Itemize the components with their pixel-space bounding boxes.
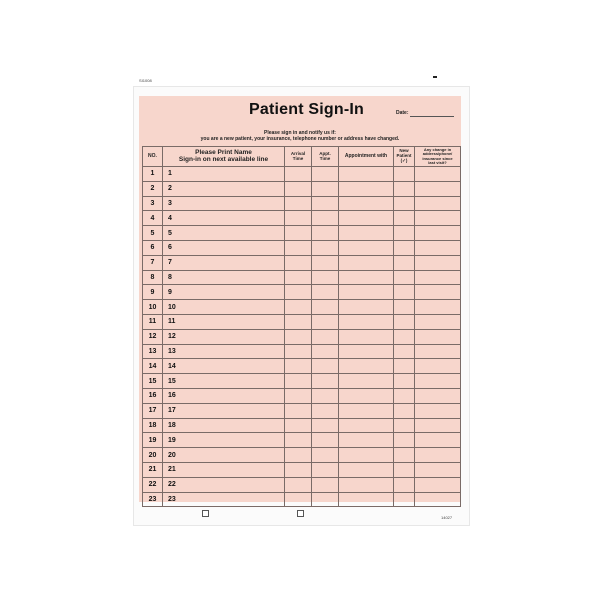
name-cell[interactable]: 11 <box>163 314 285 329</box>
appointment-with-cell[interactable] <box>339 226 394 241</box>
checkbox-right[interactable] <box>297 510 304 517</box>
name-cell[interactable]: 17 <box>163 403 285 418</box>
any-change-cell[interactable] <box>415 462 461 477</box>
instruction-line-2: you are a new patient, your insurance, telephone number or address have changed. <box>200 136 400 142</box>
table-row <box>143 359 461 374</box>
new-patient-cell[interactable] <box>394 492 415 507</box>
arrival-time-cell[interactable] <box>285 300 312 315</box>
appt-time-cell[interactable] <box>312 433 339 448</box>
new-patient-cell[interactable] <box>394 359 415 374</box>
table-row <box>143 285 461 300</box>
table-row <box>143 226 461 241</box>
arrival-time-cell[interactable] <box>285 492 312 507</box>
name-cell[interactable]: 21 <box>163 462 285 477</box>
any-change-cell[interactable] <box>415 492 461 507</box>
col-header-appointment-with: Appointment with <box>339 147 394 167</box>
col-header-change-line1: Any change in <box>423 147 452 153</box>
any-change-cell[interactable] <box>415 211 461 226</box>
name-cell[interactable]: 3 <box>163 196 285 211</box>
any-change-cell[interactable] <box>415 167 461 182</box>
new-patient-cell[interactable] <box>394 300 415 315</box>
row-number: 23 <box>143 492 163 507</box>
row-number: 18 <box>143 418 163 433</box>
table-row <box>143 403 461 418</box>
col-header-new-line3: (✓) <box>400 157 408 163</box>
col-header-new-line1: New <box>399 148 409 154</box>
new-patient-cell[interactable] <box>394 255 415 270</box>
name-cell[interactable]: 10 <box>163 300 285 315</box>
appointment-with-cell[interactable] <box>339 300 394 315</box>
name-cell[interactable]: 9 <box>163 285 285 300</box>
col-header-arrival <box>285 147 312 167</box>
appointment-with-cell[interactable] <box>339 359 394 374</box>
appt-time-cell[interactable] <box>312 196 339 211</box>
footer-code: 14027 <box>441 515 453 520</box>
new-patient-cell[interactable] <box>394 211 415 226</box>
row-number: 4 <box>143 211 163 226</box>
any-change-cell[interactable] <box>415 255 461 270</box>
any-change-cell[interactable] <box>415 181 461 196</box>
name-cell[interactable]: 12 <box>163 329 285 344</box>
arrival-time-cell[interactable] <box>285 359 312 374</box>
name-cell[interactable]: 20 <box>163 448 285 463</box>
row-number: 9 <box>143 285 163 300</box>
arrival-time-cell[interactable] <box>285 344 312 359</box>
any-change-cell[interactable] <box>415 300 461 315</box>
col-header-new-line2: Patient <box>396 153 412 159</box>
new-patient-cell[interactable] <box>394 240 415 255</box>
appointment-with-cell[interactable] <box>339 433 394 448</box>
new-patient-cell[interactable] <box>394 270 415 285</box>
arrival-time-cell[interactable] <box>285 462 312 477</box>
arrival-time-cell[interactable] <box>285 477 312 492</box>
new-patient-cell[interactable] <box>394 181 415 196</box>
appt-time-cell[interactable] <box>312 270 339 285</box>
row-number: 11 <box>143 314 163 329</box>
any-change-cell[interactable] <box>415 388 461 403</box>
appointment-with-cell[interactable] <box>339 196 394 211</box>
appointment-with-cell[interactable] <box>339 255 394 270</box>
appointment-with-cell[interactable] <box>339 388 394 403</box>
sign-in-table <box>142 146 461 507</box>
row-number: 7 <box>143 255 163 270</box>
table-row <box>143 418 461 433</box>
any-change-cell[interactable] <box>415 403 461 418</box>
table-row <box>143 270 461 285</box>
instruction-line-1: Please sign in and notify us if: <box>264 130 336 136</box>
arrival-time-cell[interactable] <box>285 211 312 226</box>
arrival-time-cell[interactable] <box>285 167 312 182</box>
name-cell[interactable]: 1 <box>163 167 285 182</box>
new-patient-cell[interactable] <box>394 167 415 182</box>
date-field-line[interactable] <box>410 116 454 117</box>
name-cell[interactable]: 15 <box>163 374 285 389</box>
name-cell[interactable]: 8 <box>163 270 285 285</box>
col-header-appt-line1: Appt. <box>319 150 331 156</box>
arrival-time-cell[interactable] <box>285 240 312 255</box>
name-cell[interactable]: 4 <box>163 211 285 226</box>
appointment-with-cell[interactable] <box>339 314 394 329</box>
appt-time-cell[interactable] <box>312 418 339 433</box>
row-number: 19 <box>143 433 163 448</box>
arrival-time-cell[interactable] <box>285 255 312 270</box>
table-row <box>143 492 461 507</box>
table-row <box>143 433 461 448</box>
appointment-with-cell[interactable] <box>339 211 394 226</box>
row-number: 10 <box>143 300 163 315</box>
new-patient-cell[interactable] <box>394 314 415 329</box>
table-row <box>143 344 461 359</box>
table-row <box>143 255 461 270</box>
row-number: 13 <box>143 344 163 359</box>
appointment-with-cell[interactable] <box>339 492 394 507</box>
appt-time-cell[interactable] <box>312 448 339 463</box>
name-cell[interactable]: 16 <box>163 388 285 403</box>
col-header-new-patient <box>394 147 415 167</box>
table-row <box>143 196 461 211</box>
appointment-with-cell[interactable] <box>339 344 394 359</box>
appointment-with-cell[interactable] <box>339 270 394 285</box>
row-number: 1 <box>143 167 163 182</box>
row-number: 22 <box>143 477 163 492</box>
col-header-arrival-line1: Arrival <box>290 150 306 156</box>
appt-time-cell[interactable] <box>312 462 339 477</box>
any-change-cell[interactable] <box>415 359 461 374</box>
col-header-name <box>163 147 285 167</box>
appointment-with-cell[interactable] <box>339 285 394 300</box>
row-number: 6 <box>143 240 163 255</box>
appointment-with-cell[interactable] <box>339 448 394 463</box>
any-change-cell[interactable] <box>415 418 461 433</box>
page-title: Patient Sign-In <box>249 101 364 118</box>
row-number: 16 <box>143 388 163 403</box>
col-header-change-line3: insurance since <box>422 155 453 161</box>
arrival-time-cell[interactable] <box>285 196 312 211</box>
any-change-cell[interactable] <box>415 314 461 329</box>
appt-time-cell[interactable] <box>312 329 339 344</box>
date-label: Date: <box>396 110 409 116</box>
row-number: 14 <box>143 359 163 374</box>
appt-time-cell[interactable] <box>312 167 339 182</box>
new-patient-cell[interactable] <box>394 388 415 403</box>
arrival-time-cell[interactable] <box>285 226 312 241</box>
table-row <box>143 181 461 196</box>
new-patient-cell[interactable] <box>394 285 415 300</box>
any-change-cell[interactable] <box>415 270 461 285</box>
appt-time-cell[interactable] <box>312 285 339 300</box>
name-cell[interactable]: 18 <box>163 418 285 433</box>
appointment-with-cell[interactable] <box>339 374 394 389</box>
any-change-cell[interactable] <box>415 433 461 448</box>
arrival-time-cell[interactable] <box>285 285 312 300</box>
row-number: 3 <box>143 196 163 211</box>
appt-time-cell[interactable] <box>312 300 339 315</box>
new-patient-cell[interactable] <box>394 374 415 389</box>
new-patient-cell[interactable] <box>394 433 415 448</box>
table-row <box>143 388 461 403</box>
new-patient-cell[interactable] <box>394 344 415 359</box>
table-row <box>143 167 461 182</box>
arrival-time-cell[interactable] <box>285 374 312 389</box>
row-number: 8 <box>143 270 163 285</box>
col-header-no: NO. <box>143 147 163 167</box>
name-cell[interactable]: 2 <box>163 181 285 196</box>
arrival-time-cell[interactable] <box>285 270 312 285</box>
name-cell[interactable]: 23 <box>163 492 285 507</box>
arrival-time-cell[interactable] <box>285 403 312 418</box>
new-patient-cell[interactable] <box>394 418 415 433</box>
checkbox-left[interactable] <box>202 510 209 517</box>
table-body <box>143 167 461 507</box>
row-number: 15 <box>143 374 163 389</box>
arrival-time-cell[interactable] <box>285 418 312 433</box>
arrival-time-cell[interactable] <box>285 433 312 448</box>
name-cell[interactable]: 14 <box>163 359 285 374</box>
arrival-time-cell[interactable] <box>285 181 312 196</box>
appointment-with-cell[interactable] <box>339 181 394 196</box>
table-row <box>143 462 461 477</box>
new-patient-cell[interactable] <box>394 196 415 211</box>
appt-time-cell[interactable] <box>312 359 339 374</box>
arrival-time-cell[interactable] <box>285 329 312 344</box>
appointment-with-cell[interactable] <box>339 329 394 344</box>
row-number: 12 <box>143 329 163 344</box>
new-patient-cell[interactable] <box>394 448 415 463</box>
any-change-cell[interactable] <box>415 477 461 492</box>
name-cell[interactable]: 22 <box>163 477 285 492</box>
any-change-cell[interactable] <box>415 329 461 344</box>
name-cell[interactable]: 13 <box>163 344 285 359</box>
table-row <box>143 448 461 463</box>
row-number: 20 <box>143 448 163 463</box>
any-change-cell[interactable] <box>415 285 461 300</box>
appt-time-cell[interactable] <box>312 255 339 270</box>
col-header-appt <box>312 147 339 167</box>
arrival-time-cell[interactable] <box>285 388 312 403</box>
new-patient-cell[interactable] <box>394 226 415 241</box>
appt-time-cell[interactable] <box>312 492 339 507</box>
appointment-with-cell[interactable] <box>339 240 394 255</box>
table-row <box>143 211 461 226</box>
table-row <box>143 240 461 255</box>
appt-time-cell[interactable] <box>312 226 339 241</box>
new-patient-cell[interactable] <box>394 329 415 344</box>
appointment-with-cell[interactable] <box>339 462 394 477</box>
new-patient-cell[interactable] <box>394 403 415 418</box>
corner-mark <box>433 76 437 78</box>
appointment-with-cell[interactable] <box>339 403 394 418</box>
table-row <box>143 314 461 329</box>
table-row <box>143 477 461 492</box>
col-header-change-line4: last visit? <box>428 159 447 165</box>
table-row <box>143 329 461 344</box>
appt-time-cell[interactable] <box>312 374 339 389</box>
appt-time-cell[interactable] <box>312 388 339 403</box>
arrival-time-cell[interactable] <box>285 314 312 329</box>
col-header-arrival-line2: Time <box>292 155 304 161</box>
arrival-time-cell[interactable] <box>285 448 312 463</box>
col-header-name-line2: Sign-in on next available line <box>178 155 269 163</box>
any-change-cell[interactable] <box>415 226 461 241</box>
new-patient-cell[interactable] <box>394 477 415 492</box>
table-row <box>143 374 461 389</box>
col-header-appt-line2: Time <box>319 155 331 161</box>
appointment-with-cell[interactable] <box>339 418 394 433</box>
new-patient-cell[interactable] <box>394 462 415 477</box>
name-cell[interactable]: 6 <box>163 240 285 255</box>
col-header-change-line2: address/phone/ <box>422 151 453 157</box>
any-change-cell[interactable] <box>415 240 461 255</box>
any-change-cell[interactable] <box>415 196 461 211</box>
name-cell[interactable]: 5 <box>163 226 285 241</box>
col-header-any-change <box>415 147 461 167</box>
appt-time-cell[interactable] <box>312 211 339 226</box>
appt-time-cell[interactable] <box>312 403 339 418</box>
name-cell[interactable]: 7 <box>163 255 285 270</box>
appt-time-cell[interactable] <box>312 181 339 196</box>
row-number: 17 <box>143 403 163 418</box>
appt-time-cell[interactable] <box>312 477 339 492</box>
appointment-with-cell[interactable] <box>339 477 394 492</box>
any-change-cell[interactable] <box>415 344 461 359</box>
appt-time-cell[interactable] <box>312 314 339 329</box>
any-change-cell[interactable] <box>415 374 461 389</box>
row-number: 21 <box>143 462 163 477</box>
appt-time-cell[interactable] <box>312 240 339 255</box>
row-number: 2 <box>143 181 163 196</box>
table-row <box>143 300 461 315</box>
any-change-cell[interactable] <box>415 448 461 463</box>
row-number: 5 <box>143 226 163 241</box>
form-code: SI1008 <box>139 78 152 83</box>
col-header-name-line1: Please Print Name <box>195 148 252 156</box>
table-header-row <box>143 147 461 167</box>
name-cell[interactable]: 19 <box>163 433 285 448</box>
appointment-with-cell[interactable] <box>339 167 394 182</box>
appt-time-cell[interactable] <box>312 344 339 359</box>
